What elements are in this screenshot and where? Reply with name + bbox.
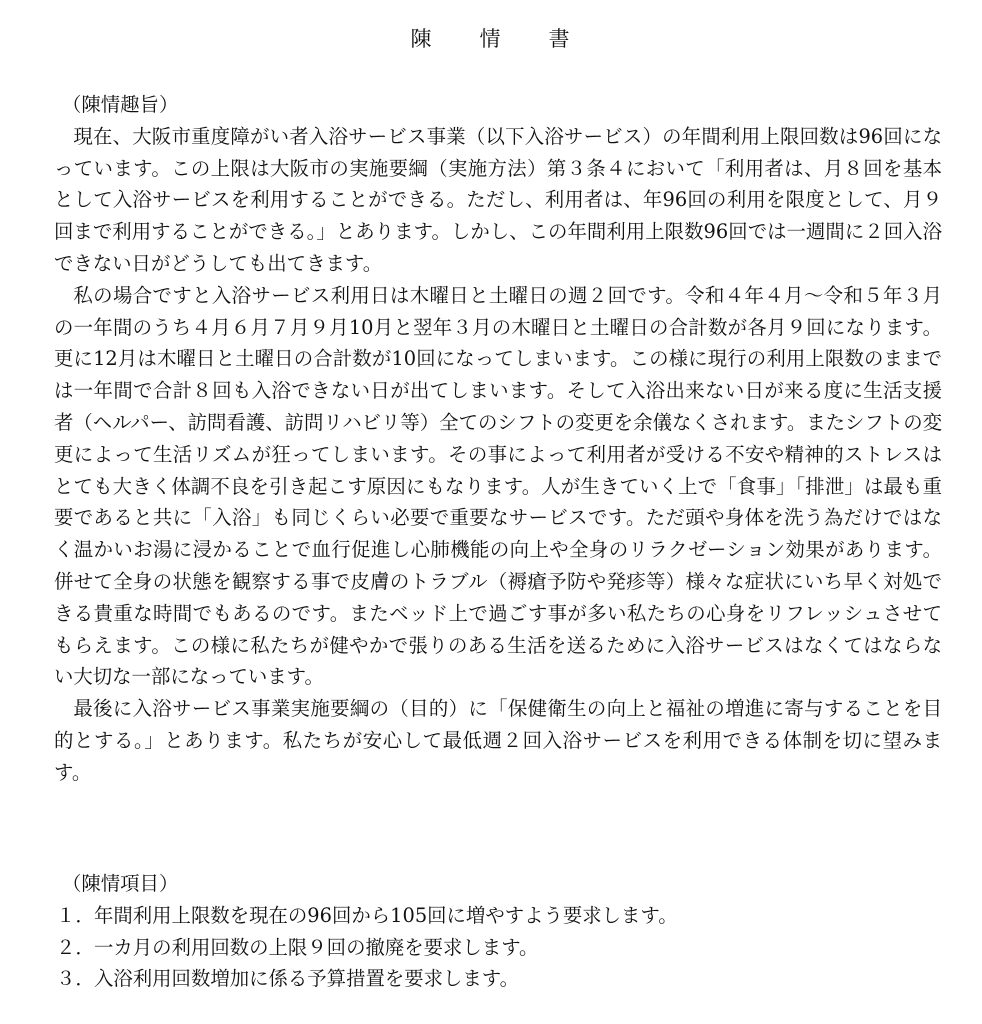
petition-item (54, 900, 942, 932)
purpose-section (54, 89, 942, 789)
paragraph-current-status: 現在、大阪市重度障がい者入浴サービス事業（以下入浴サービス）の年間利用上限回数は96回になっています。この上限は大阪市の実施要綱（実施方法）第３条４において「利用者は、月８回を基本として入浴サービスを利用することができる。ただし、利用者は、年96回の利用を限度として、月９回まで利用することができる。」とあります。しかし、この年間利用上限数96回では一週間に２回入浴できない日がどうしても出てきます。 (54, 124, 942, 275)
items-heading: （陳情項目） (62, 872, 179, 895)
items-section (54, 868, 942, 995)
item-number: ２． (56, 935, 95, 959)
item-text: 一カ月の利用回数の上限９回の撤廃を要求します。 (94, 935, 539, 959)
item-number: １． (56, 903, 95, 927)
paragraph-conclusion: 最後に入浴サービス事業実施要綱の（目的）に「保健衛生の向上と福祉の増進に寄与することを目的とする。」とあります。私たちが安心して最低週２回入浴サービスを利用できる体制を切に望みます。 (54, 697, 942, 784)
petition-item (54, 932, 942, 964)
petition-item (54, 963, 942, 995)
item-text: 年間利用上限数を現在の96回から105回に増やすよう要求します。 (94, 903, 678, 927)
item-text: 入浴利用回数増加に係る予算措置を要求します。 (94, 967, 520, 991)
item-number: ３． (56, 967, 95, 991)
document-title: 陳 情 書 (410, 27, 572, 51)
purpose-heading: （陳情趣旨） (62, 93, 179, 116)
paragraph-personal-case: 私の場合ですと入浴サービス利用日は木曜日と土曜日の週２回です。令和４年４月～令和５年３月の一年間のうち４月６月７月９月10月と翌年３月の木曜日と土曜日の合計数が各月９回になります。更に12月は木曜日と土曜日の合計数が10回になってしまいます。この様に現行の利用上限数のままでは一年間で合計８回も入浴できない日が出てしまいます。そして入浴出来ない日が来る度に生活支援者（ヘルパー、訪問看護、訪問リハビリ等）全てのシフトの変更を余儀なくされます。またシフトの変更によって生活リズムが狂ってしまいます。その事によって利用者が受ける不安や精神的ストレスはとても大きく体調不良を引き起こす原因にもなります。人が生きていく上で「食事」「排泄」は最も重要であると共に「入浴」も同じくらい必要で重要なサービスです。ただ頭や身体を洗う為だけではなく温かいお湯に浸かることで血行促進し心肺機能の向上や全身のリラクゼーション効果があります。併せて全身の状態を観察する事で皮膚のトラブル（褥瘡予防や発疹等）様々な症状にいち早く対処できる貴重な時間でもあるのです。またベッド上で過ごす事が多い私たちの心身をリフレッシュさせてもらえます。この様に私たちが健やかで張りのある生活を送るために入浴サービスはなくてはならない大切な一部になっています。 (54, 283, 942, 689)
